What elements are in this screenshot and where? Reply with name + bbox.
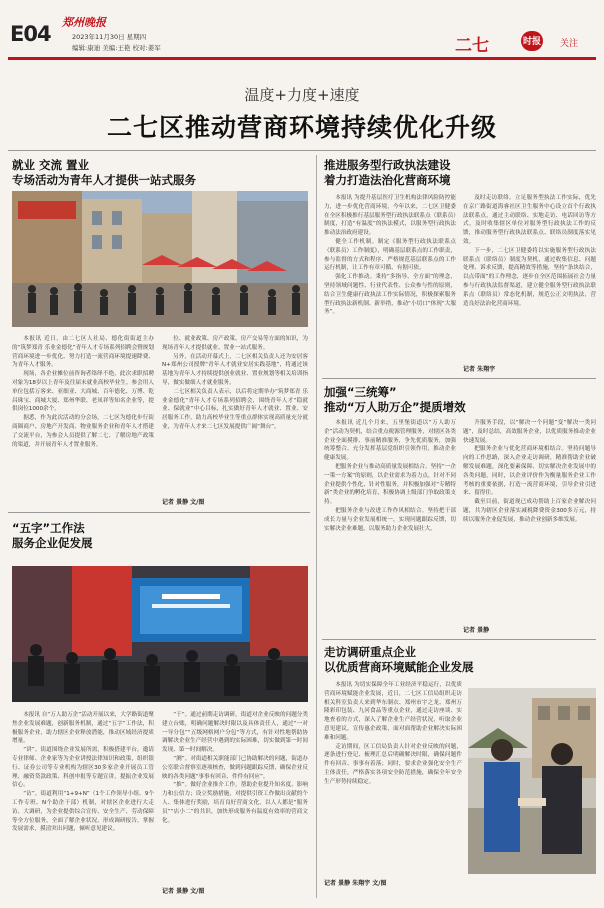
section-brand: 二七 <box>455 36 489 56</box>
article4-title-line2: 推动“万人助万企”提质增效 <box>324 400 466 414</box>
article3-byline: 记者 朱翔宇 <box>463 366 496 373</box>
headline-rule <box>8 150 596 151</box>
article4-paragraph: 升服务手段，以“解决一个问题”变“解决一类问题”，及时总结，高效服务企业，以优质服务推动企业快速发展。 <box>463 420 596 444</box>
article3-paragraph: 健全工作机制。制定《服务型行政执法联系点（联系员）工作制度》，明确基层联系点的工作职责，参与监督的方式和程序、严格规范基层联系点的工作运行机制，让工作有章可循、有据可依。 <box>324 238 456 272</box>
newspaper-logo: 郑州晚报 <box>62 16 106 29</box>
article2-title-line2: 服务企业促发展 <box>12 536 93 550</box>
seminar-photo <box>12 566 308 702</box>
article3-paragraph: 及时走访联络。立足服务型执法工作实际，优先在京广路街道海睿社区卫生服务中心设立首个行政执法联系点，通过主动联络、实地走访、电话回访等方式，及时收集辖区单位对服务型行政执法工作的反馈，推动服务型行政执法联系点、联络员制度落实见效。 <box>463 195 596 245</box>
editor-line: 编辑:康迪 美编:王艳 校对:姜军 <box>72 44 161 52</box>
article4-paragraph: 把服务企业与推动高质量发展相结合。坚持“一企一策一方案”的原则，以企业需求为着力点，针对不同企业提供个性化、针对性服务，并积极加强对“专精特新”类企业的孵化培育，积极协调上级部门争取政策支持。 <box>324 463 456 506</box>
job-fair-photo <box>12 191 308 327</box>
article3-title <box>324 158 596 188</box>
article-separator <box>322 639 596 640</box>
article-separator <box>8 512 310 513</box>
article2-body-col1 <box>12 711 154 834</box>
article-separator <box>322 378 596 379</box>
page-number: E04 <box>10 22 51 46</box>
article2-paragraph: “访”。街道利用“1+9+N”（1个工作领导小组、9个工作专班、N个助企干部）机制，对辖区企业进行大走访、大调研，为企业提供综合宣传、安全生产、劳动保障等全方位服务，全面了解企业状况、形成调研报告，掌握发展需求，摸清突出问题，倾听意见建议。 <box>12 791 154 833</box>
article4-paragraph: 截至目前，街道现已成功帮助上百家企业解决问题，共为辖区企业落实减税降费资金300多万元，持续以服务企业促发展，推动企业创新多维发展。 <box>463 499 596 523</box>
article1-title-line1: 就业 交流 置业 <box>12 158 90 172</box>
article2-paragraph: “推”。做好企业推介工作，帮助企业提升知名度、影响力和公信力；设立奖励措施，对提供引资工作做出贡献的个人、集体进行奖励，培育良好营商文化，以人人都是“服务员”“店小二”的共识，加快形成服务有温度有效率的营商文化。 <box>162 782 308 824</box>
article2-title <box>12 521 310 551</box>
article5-paragraph: 走访期间，区工信局负责人针对企业反映的问题，逐条进行登记、梳理汇总后明确解决时限，确保问题件件有回音、事事有着落；同时，要求企业强化安全生产主体责任，严格落实各项安全防范措施，确保全年安全生产形势持续稳定。 <box>324 743 462 785</box>
article1-body-col1 <box>12 335 154 449</box>
article2-paragraph: “干”。通过前期走访调研，街道对企业反映的问题分类建立台账，明确问题解决时限以及具体责任人，通过“一对一导分包”“五级网格网户分包”等方式，有针对性地帮助协调解决企业生产经营中遇到的实际困难，切实做到第一时间发现、第一时间解决。 <box>162 712 308 754</box>
masthead-rule <box>8 57 596 60</box>
article2-paragraph: “测”。对街道相关职能部门已协助解决的问题，街道办公室联合督察室逐项核查，做到问题跟踪反馈，确保企业反映的各类问题“事事有回音、件件有回应”。 <box>162 755 308 780</box>
article1-title <box>12 158 310 188</box>
article1-body-col2 <box>162 335 308 432</box>
article5-paragraph: 本报讯 为切实保障全年工业经济平稳运行，以优质营商环境赋能企业发展，近日，二七区工信局组织走访相关科室负责人来到华东制衣、郑州市宇之龙、郑州万隆彩印包装、九河食品等重点企业，通过走访座谈、实地查看的方式，深入了解企业生产经营状况，听取企业意见建议，宣传惠企政策，面对面帮助企业解决实际困难和问题。 <box>324 682 462 741</box>
article3-title-line1: 推进服务型行政执法建设 <box>324 158 451 172</box>
article4-title <box>324 385 596 415</box>
article3-title-line2: 着力打造法治化营商环境 <box>324 173 451 187</box>
article1-paragraph: 位、就业政策、房产政策、房产交易等方面的知识，为现场青年人才提供就业、置业一站式服务。 <box>162 336 308 351</box>
article5-byline: 记者 景静 朱翔宇 文/图 <box>324 880 387 887</box>
article3-paragraph: 下一步，二七区卫健委将以实施服务型行政执法联系点（联络员）制度为契机，通过收集信息、问题处理、诉求反馈，提高精效等措施，坚持“条块结合，以点带面”的工作理念，逐步在全区范围拓展社会力量参与行政执法监督渠道，建立健全服务型行政执法联系点（联络员）常态化机制，规范公正文明执法，营造良好法治化营商环境。 <box>463 247 596 307</box>
article1-title-line2: 专场活动为青年人才提供一站式服务 <box>12 173 196 187</box>
article1-paragraph: 本报讯 近日，由二七区人社局、德化街街道主办的“筑梦郑青 乐业金德化”青年人才专场系列招聘会暨规划营商环境进一步优化、努力打造一流营商环境提速降费、为青年人才服务。 <box>12 336 154 369</box>
main-headline: 二七区推动营商环境持续优化升级 <box>106 113 497 142</box>
article4-paragraph: 把服务企业与改进工作作风相结合。坚持把干部成长力量与企业发展相统一，实现问题跟踪反馈，切实解决企业难题，以服务助力企业发展壮大。 <box>324 507 456 532</box>
article2-title-line1: “五字”工作法 <box>12 521 85 535</box>
article4-paragraph: 把服务企业与优化营商环境相结合。坚持问题导向的工作思路，深入企业走访调研，精准帮助企业破解发展难题，深化要素保障、切实解决企业发展中的各类问题，同时，以企业评价作为衡量服务企业工作考核的重要依据，打造一流营商环境，引导企业引进来、留得住。 <box>463 446 596 497</box>
column-label: 关注 <box>560 39 579 49</box>
article5-title-line1: 走访调研重点企业 <box>324 645 416 659</box>
article1-paragraph: 二七区相关负责人表示，以后将定期举办“筑梦郑青 乐业金德化”青年人才专场系列招聘会，围绕青年人才“稳就业、保就业”中心目标，扎实做好青年人才就业、置业、安居服务工作，助力高校毕业生等重点群体实现高质量充分就业，为青年人才来二七区发展提供广阔“舞台”。 <box>162 388 308 430</box>
article1-paragraph: 据悉，作为此次活动的分会场，二七区为德化步行街商圈商户、房地产开发商、物业服务企业和青年人才搭建了交流平台，为参会人员提供了解二七、了解房地产政策的渠道，并开展青年人才置业服务。 <box>12 415 154 448</box>
article2-body-col2 <box>162 711 308 825</box>
article3-paragraph: 强化工作推动。秉持“多指导、全方面”的理念，坚持领域问题性、行业代表性、公众参与性的原则，结合卫生健康行政执法工作实际情况，积极探索服务型行政执法新机制、新举措，推动“小切口”体现“大服务”。 <box>324 274 456 316</box>
article1-paragraph: 现场，各企业摊位前咨询者络绎不绝，此次求职招聘对象为18岁以上青年及往届未就业高校毕业生。参会用人单位包括万客来、亚细亚、大商城、百年德化、万博、乾昌珠宝、商城大厦、郑州华联、老凤祥等知名企业等，提供岗位1000余个。 <box>12 371 154 413</box>
article4-body-col1 <box>324 419 456 533</box>
article5-title-line2: 以优质营商环境赋能企业发展 <box>324 660 474 674</box>
article5-body <box>324 681 462 787</box>
article3-paragraph: 本报讯 为提升基层医疗卫生机构法律风险防控能力，进一步优化营商环境，今年以来，二七区卫健委在全区积极推行基层服务型行政执法联系点（联系员）制度，打造“有温度”的执法模式，以服务型行政执法推动法治政府建设。 <box>324 195 456 237</box>
article2-byline: 记者 景静 文/图 <box>162 888 205 895</box>
section-badge: 时报 <box>521 31 543 51</box>
article4-byline: 记者 景静 <box>463 627 490 634</box>
article1-paragraph: 另外，在活动开幕式上，二七区相关负责人还为安居客N+郑州公司授牌“青年人才就业安居实践基地”，将通过该基地为青年人才持续提供创业就业、置业规划等相关培训指导，做实做细人才就业服务。 <box>162 353 308 386</box>
article5-title <box>324 645 596 675</box>
column-divider <box>316 155 317 898</box>
article2-paragraph: “讲”。街道围绕企业发展所需，积极搭建平台，邀请专业律师、企业家等为企业讲授法律知识和政策，组织银行、证券公司等专业机构为辖区30多家企业开展员工管理、融资贷款政策、科创申报等专题宣讲，提振企业发展信心。 <box>12 747 154 789</box>
article4-body-col2 <box>463 419 596 525</box>
article4-title-line1: 加强“三统筹” <box>324 385 397 399</box>
date-line: 2023年11月30日 星期四 <box>72 33 147 41</box>
article1-byline: 记者 景静 文/图 <box>162 499 205 506</box>
site-visit-photo <box>468 688 596 874</box>
article3-body-col1 <box>324 194 456 317</box>
article3-body-col2 <box>463 194 596 308</box>
headline-kicker: 温度+力度+速度 <box>244 86 360 104</box>
article2-paragraph: 本报讯 自“万人助万企”活动开展以来，大学路街道聚焦企业发展难题，创新服务机制，通过“五字”工作法，积极服务企业，助力辖区企业释放潜能，推动区域经济提质增量。 <box>12 712 154 745</box>
article4-paragraph: 本报讯 近几个月来，五里堡街道以“万人助万企”活动为契机，结合重点税源管理服务，对辖区各类企业全面摸排、事前精准服务，争先优质服务，加强统筹整合、充分发挥基层党组织引领作用，推动企业健康发展。 <box>324 420 456 462</box>
